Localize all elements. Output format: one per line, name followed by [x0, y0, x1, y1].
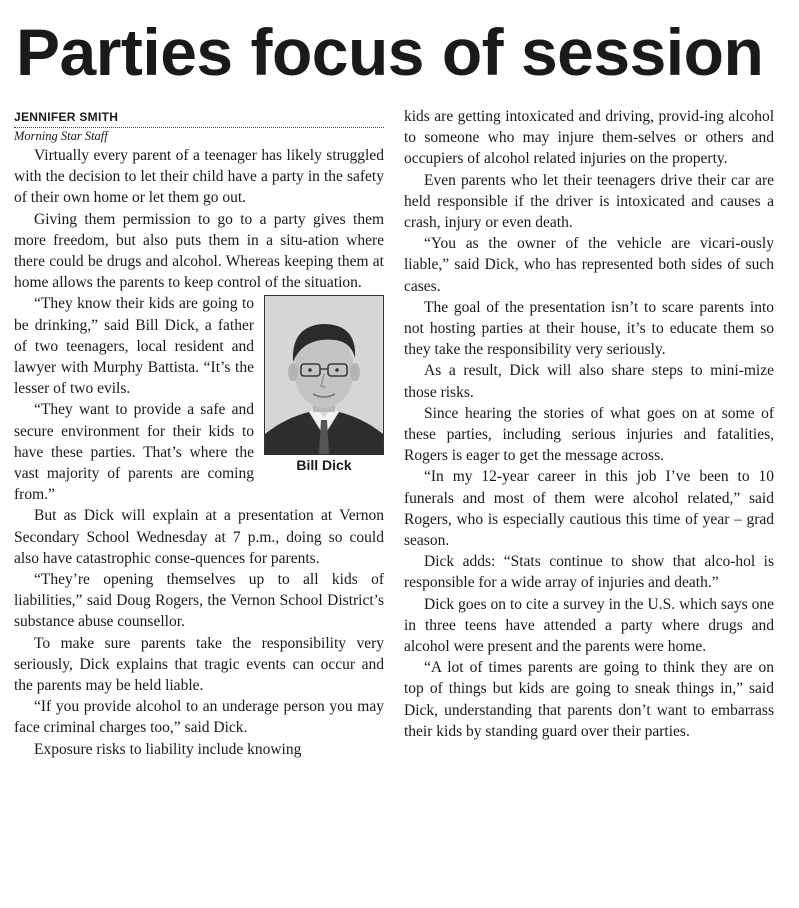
article-paragraph: “They want to provide a safe and secure environment for their kids to have these parties. That’s where the vast majority of parents are coming from.” [14, 401, 254, 504]
article-paragraph: But as Dick will explain at a presentation at Vernon Secondary School Wednesday at 7 p.m., doing so could also have catastrophic conse-quences for parents. [14, 507, 384, 567]
article-paragraph: kids are getting intoxicated and driving, provid-ing alcohol to someone who may injure them-selves or others and occupiers of alcohol related injuries on the property. [404, 108, 774, 168]
article-paragraph: Even parents who let their teenagers drive their car are held responsible if the driver is intoxicated and causes a crash, injury or even death. [404, 171, 774, 232]
article-paragraph: “They’re opening themselves up to all kids of liabilities,” said Doug Rogers, the Vernon School District’s substance abuse counsellor. [14, 571, 384, 631]
article-paragraph: To make sure parents take the responsibility very seriously, Dick explains that tragic events can occur and the parents may be held liable. [14, 634, 384, 695]
article-paragraph: Giving them permission to go to a party gives them more freedom, but also puts them in a situ-ation where there could be drugs and alcohol. Whereas keeping them at home allows the parents to keep control of the situation. [14, 210, 384, 292]
article-paragraph: Dick goes on to cite a survey in the U.S. which says one in three teens have attended a party where drugs and alcohol were present and the parents were home. [404, 595, 774, 656]
article-paragraph: Dick adds: “Stats continue to show that alco-hol is responsible for a wide array of injuries and death.” [404, 553, 774, 592]
article-paragraph: Since hearing the stories of what goes on at some of these parties, including serious injuries and fatalities, Rogers is eager to get the message across. [404, 404, 774, 465]
portrait-illustration [265, 296, 383, 454]
right-column [404, 106, 774, 742]
article-paragraph: Exposure risks to liability include knowing [34, 740, 302, 758]
byline-title: Morning Star Staff [14, 129, 108, 143]
photo-figure [264, 295, 384, 475]
article-paragraph: “You as the owner of the vehicle are vicari-ously liable,” said Dick, who has represented both sides of such cases. [404, 235, 774, 295]
portrait-photo [264, 295, 384, 455]
article-paragraph: “In my 12-year career in this job I’ve been to 10 funerals and most of them were alcohol related,” said Rogers, who is especially cautious this time of year – grad season. [404, 468, 774, 550]
photo-caption: Bill Dick [296, 457, 352, 474]
headline: Parties focus of session [16, 15, 764, 89]
article-paragraph: The goal of the presentation isn’t to scare parents into not hosting parties at their house, it’s to educate them so they take the responsibility very seriously. [404, 298, 774, 359]
left-column [14, 110, 384, 760]
article-paragraph: “They know their kids are going to be drinking,” said Bill Dick, a father of two teenagers, local resident and lawyer with Murphy Battista. “It’s the lesser of two evils. [14, 295, 254, 398]
article-paragraph: As a result, Dick will also share steps to mini-mize those risks. [404, 362, 774, 401]
article-paragraph: “If you provide alcohol to an underage person you may face criminal charges too,” said Dick. [14, 698, 384, 737]
article-paragraph: “A lot of times parents are going to think they are on top of things but kids are going to sneak things in,” said Dick, understanding that parents don’t want to embarrass their kids by standing guard over their parties. [404, 659, 774, 740]
article-paragraph: Virtually every parent of a teenager has likely struggled with the decision to let their child have a party in the safety of their own home or let them go out. [14, 147, 384, 207]
byline-author: JENNIFER SMITH [14, 110, 384, 128]
